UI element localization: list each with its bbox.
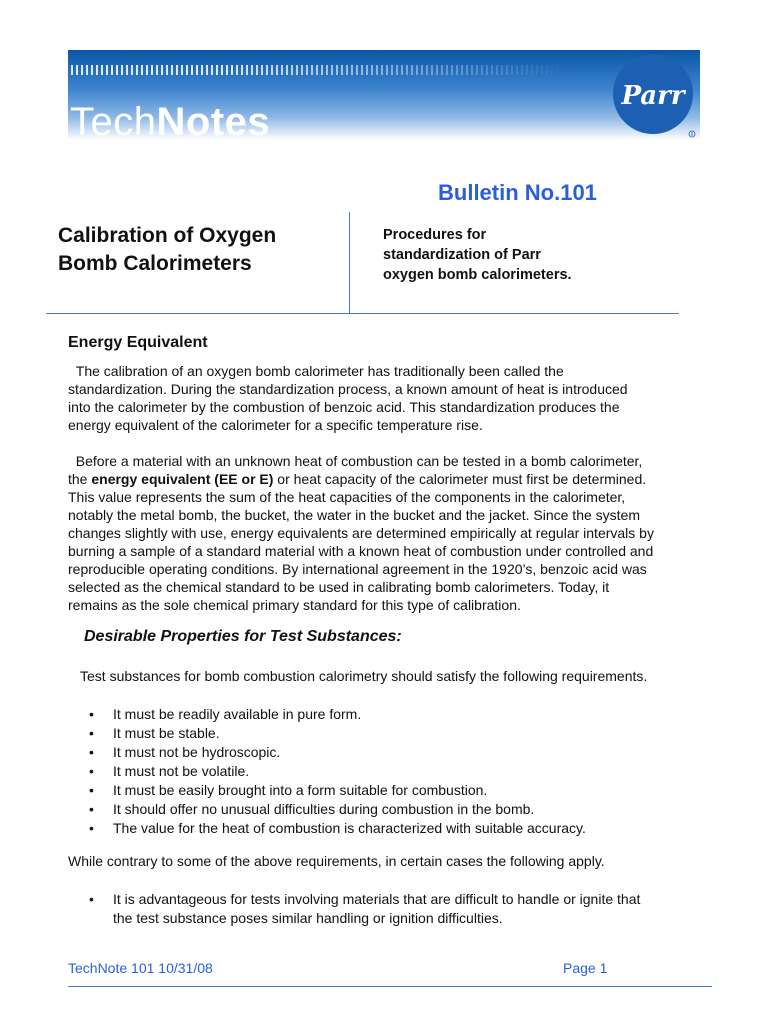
brand-part2: Notes [156,100,271,140]
paragraph-line: selected as the chemical standard to be used in calibrating bomb calorimeters. Today, it [68,579,610,595]
title-line-1: Calibration of Oxygen [58,224,277,247]
paragraph-line: energy equivalent of the calorimeter for a specific temperature rise. [68,417,483,433]
list-item [89,781,709,800]
exceptions-list [89,890,709,928]
paragraph-line: remains as the sole chemical primary standard for this type of calibration. [68,597,521,613]
list-item-text: The value for the heat of combustion is characterized with suitable accuracy. [113,820,586,836]
bulletin-number: Bulletin No.101 [438,180,597,205]
section-heading-desirable-properties: Desirable Properties for Test Substances: [84,628,402,645]
technotes-wordmark [70,100,270,140]
text-run: the [68,471,92,487]
list-item [89,724,709,743]
document-title [58,222,338,278]
paragraph-line: reproducible operating conditions. By international agreement in the 1920’s, benzoic acid was [68,561,647,577]
requirements-intro: Test substances for bomb combustion calorimetry should satisfy the following requirements. [80,668,648,684]
list-item-text: the test substance poses similar handling or ignition difficulties. [113,910,503,926]
paragraph-line: into the calorimeter by the combustion of benzoic acid. This standardization produces the [68,399,620,415]
list-item [89,705,709,724]
bullet-icon: • [89,801,94,817]
energy-equivalent-term: energy equivalent (EE or E) [91,471,274,487]
paragraph-calibration [68,362,708,434]
technotes-banner [68,50,700,140]
bullet-icon: • [89,891,94,907]
svg-text:R: R [690,132,694,137]
list-item-text: It must not be hydroscopic. [113,744,281,760]
parr-logo [610,52,698,140]
banner-tick-pattern [71,65,591,75]
list-item [89,762,709,781]
paragraph-line: notably the metal bomb, the bucket, the water in the bucket and the jacket. Since the system [68,507,640,523]
list-item-text: It must be readily available in pure form. [113,706,362,722]
subtitle-line-1: Procedures for [383,227,487,243]
paragraph-line: changes slightly with use, energy equivalents are determined empirically at regular intervals by [68,525,654,541]
paragraph-line: The calibration of an oxygen bomb calorimeter has traditionally been called the [68,363,564,379]
footer-technote-id: TechNote 101 10/31/08 [68,960,213,976]
title-line-2: Bomb Calorimeters [58,252,252,275]
parr-logo-text: Parr [621,81,685,111]
bullet-icon: • [89,820,94,836]
list-item-text: It must be stable. [113,725,220,741]
paragraph-line [68,470,708,488]
header-divider [46,313,679,314]
paragraph-line: This value represents the sum of the heat capacities of the components in the calorimeter, [68,489,626,505]
bullet-icon: • [89,763,94,779]
footer-page-number: Page 1 [563,960,608,976]
paragraph-line: burning a sample of a standard material with a known heat of combustion under controlled and [68,543,654,559]
list-item-text: It is advantageous for tests involving materials that are difficult to handle or ignite that [113,891,641,907]
bullet-icon: • [89,744,94,760]
paragraph-line: standardization. During the standardization process, a known amount of heat is introduced [68,381,628,397]
list-item-text: It should offer no unusual difficulties during combustion in the bomb. [113,801,535,817]
list-item-text: It must not be volatile. [113,763,250,779]
paragraph-line: Before a material with an unknown heat of combustion can be tested in a bomb calorimeter, [68,453,643,469]
contrary-note: While contrary to some of the above requirements, in certain cases the following apply. [68,853,605,869]
list-item [89,743,709,762]
requirements-list [89,705,709,838]
list-item-text: It must be easily brought into a form suitable for combustion. [113,782,488,798]
subtitle-line-2: standardization of Parr [383,247,541,263]
subtitle-line-3: oxygen bomb calorimeters. [383,267,572,283]
brand-part1: Tech [70,100,157,140]
list-item [89,800,709,819]
list-item [89,890,709,928]
bullet-icon: • [89,782,94,798]
text-run: or heat capacity of the calorimeter must first be determined. [273,471,647,487]
bullet-icon: • [89,706,94,722]
bullet-icon: • [89,725,94,741]
vertical-divider [349,212,350,313]
section-heading-energy-equivalent: Energy Equivalent [68,334,208,351]
footer-divider [68,986,712,987]
document-subtitle [383,225,683,285]
paragraph-energy-equivalent [68,452,708,614]
list-item [89,819,709,838]
